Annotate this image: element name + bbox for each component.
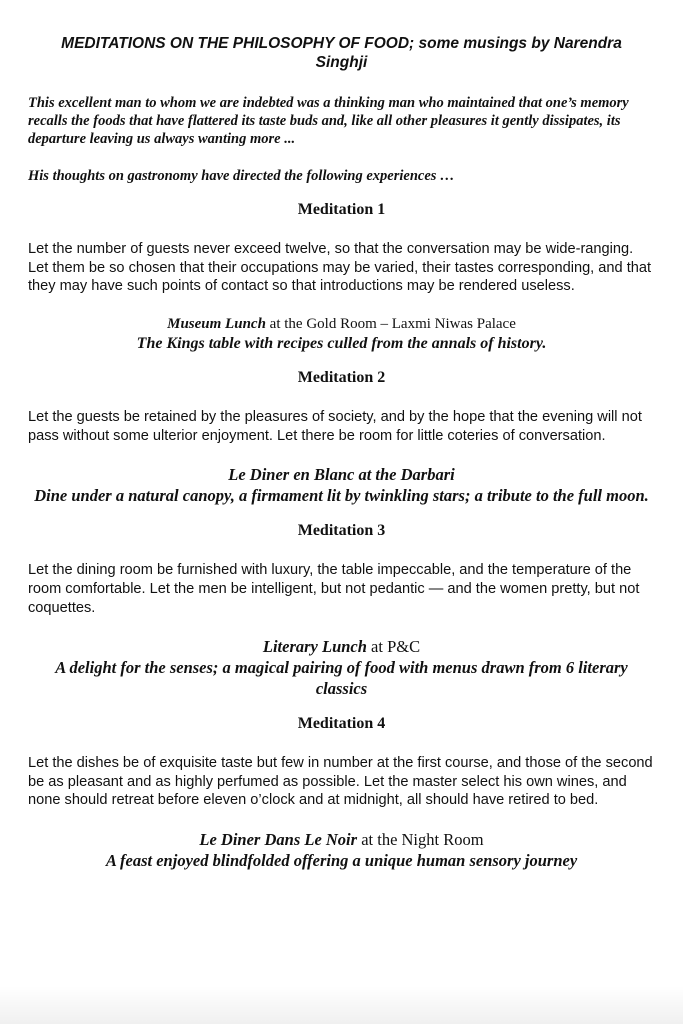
meditation-text: Let the guests be retained by the pleasures of society, and by the hope that the evening will not pass without some ulterior enjoyment. Let there be room for little coteries of conversation. [28,409,642,444]
event-name: Literary Lunch [262,637,367,657]
event-tagline: A feast enjoyed blindfolded offering a unique human sensory journey [105,851,578,871]
page-bottom-edge [0,986,683,1024]
document-title: MEDITATIONS ON THE PHILOSOPHY OF FOOD; some musings by Narendra Singhji [61,35,622,71]
event-block [28,315,655,354]
event-title-line [28,829,655,850]
event-title-line [28,636,655,657]
meditation-heading: Meditation 2 [297,369,386,387]
intro-paragraph: His thoughts on gastronomy have directed the following experiences … [28,168,455,184]
event-tagline: A delight for the senses; a magical pairing of food with menus drawn from 6 literary classics [55,658,628,699]
event-block [28,636,655,699]
meditation-heading: Meditation 1 [297,201,386,218]
event-tagline: The Kings table with recipes culled from the annals of history. [136,334,547,352]
meditation-heading: Meditation 3 [297,522,386,540]
event-name: Museum Lunch [167,315,266,332]
meditation-section-4 [28,714,655,871]
event-tagline: Dine under a natural canopy, a firmament lit by twinkling stars; a tribute to the full moon. [34,486,649,506]
meditation-section-2 [28,368,655,506]
intro-paragraph: This excellent man to whom we are indebted was a thinking man who maintained that one’s memory recalls the foods that have flattered its taste buds and, like all other pleasures it gently dissipates, its departure leaving us always wanting more ... [28,95,629,147]
event-block [28,464,655,506]
meditation-heading: Meditation 4 [297,715,386,733]
meditation-text: Let the dishes be of exquisite taste but few in number at the first course, and those of the second be as pleasant and as highly perfumed as possible. Let the master select his own wines, and none should retreat before eleven o’clock and at midnight, all should have retired to bed. [28,755,653,809]
meditation-text: Let the number of guests never exceed twelve, so that the conversation may be wide-ranging. Let them be so chosen that their occupations may be varied, their tastes corresponding, and that they may have such points of contact so that introductions may be rendered useless. [28,241,652,295]
event-name: Le Diner en Blanc at the Darbari [228,465,455,485]
meditation-section-1 [28,200,655,353]
event-name: Le Diner Dans Le Noir [199,830,358,850]
event-venue: at the Gold Room – Laxmi Niwas Palace [265,315,516,332]
event-block [28,829,655,871]
event-title-line [28,464,655,485]
event-title-line [28,315,655,334]
event-venue: at the Night Room [357,830,484,850]
event-venue: at P&C [366,637,421,657]
meditation-section-3 [28,521,655,699]
meditation-text: Let the dining room be furnished with luxury, the table impeccable, and the temperature of the room comfortable. Let the men be intelligent, but not pedantic — and the women pretty, but not coquettes. [28,562,640,616]
